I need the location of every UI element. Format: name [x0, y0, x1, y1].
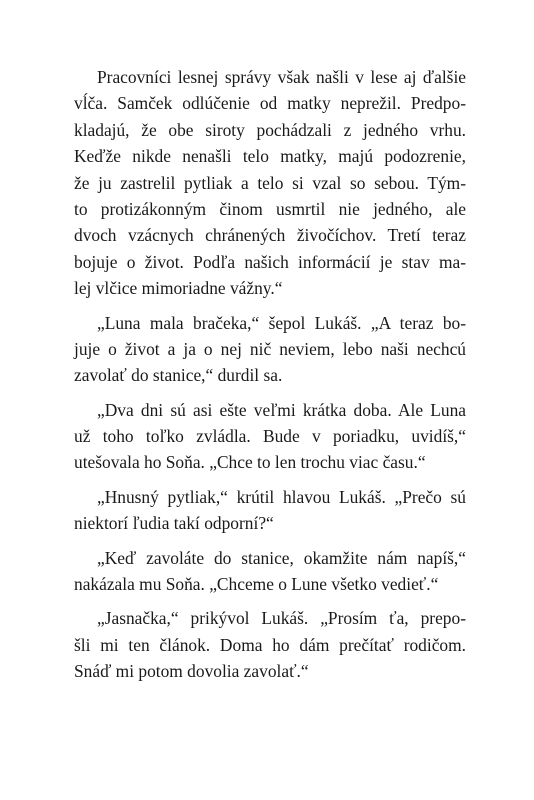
paragraph	[74, 397, 466, 476]
text-line: Snáď mi potom dovolia zavolať.“	[74, 661, 309, 682]
paragraph	[74, 605, 466, 684]
paragraph	[74, 545, 466, 598]
body-text	[74, 64, 466, 685]
text-line: Keďže nikde nenašli telo matky, majú podozrenie,	[74, 146, 466, 167]
text-line: „Keď zavoláte do stanice, okamžite nám napíš,“	[97, 547, 466, 568]
text-line: kladajú, že obe siroty pochádzali z jedného vrhu.	[74, 119, 466, 140]
text-line: utešovala ho Soňa. „Chce to len trochu viac času.“	[74, 452, 426, 473]
text-line: dvoch vzácnych chránených živočíchov. Tretí teraz	[74, 225, 466, 246]
text-line: niektorí ľudia takí odporní?“	[74, 513, 274, 534]
paragraph-spacer	[74, 537, 466, 545]
text-line: už toho toľko zvládla. Bude v poriadku, uvidíš,“	[74, 426, 466, 447]
text-line: nakázala mu Soňa. „Chceme o Lune všetko vedieť.“	[74, 574, 439, 595]
paragraph	[74, 484, 466, 537]
paragraph-spacer	[74, 389, 466, 397]
paragraph-spacer	[74, 597, 466, 605]
text-line: zavolať do stanice,“ durdil sa.	[74, 365, 283, 386]
text-line: Pracovníci lesnej správy však našli v lese aj ďalšie	[97, 67, 466, 87]
text-line: „Dva dni sú asi ešte veľmi krátka doba. Ale Luna	[97, 399, 466, 420]
text-line: juje o život a ja o nej nič neviem, lebo naši nechcú	[74, 338, 466, 359]
text-line: lej vlčice mimoriadne vážny.“	[74, 278, 283, 299]
text-line: „Hnusný pytliak,“ krútil hlavou Lukáš. „Prečo sú	[97, 486, 466, 507]
text-line: bojuje o život. Podľa našich informácií je stav ma-	[74, 251, 466, 272]
text-line: že ju zastrelil pytliak a telo si vzal so sebou. Tým-	[74, 172, 466, 193]
paragraph	[74, 64, 466, 302]
paragraph-spacer	[74, 302, 466, 310]
text-line: vĺča. Samček odlúčenie od matky neprežil. Predpo-	[74, 93, 466, 114]
text-line: to protizákonným činom usmrtil nie jedného, ale	[74, 198, 466, 219]
paragraph-spacer	[74, 476, 466, 484]
paragraph	[74, 310, 466, 389]
text-line: „Jasnačka,“ prikývol Lukáš. „Prosím ťa, prepo-	[97, 608, 466, 629]
text-line: „Luna mala bračeka,“ šepol Lukáš. „A teraz bo-	[97, 312, 466, 333]
text-line: šli mi ten článok. Doma ho dám prečítať rodičom.	[74, 634, 466, 655]
